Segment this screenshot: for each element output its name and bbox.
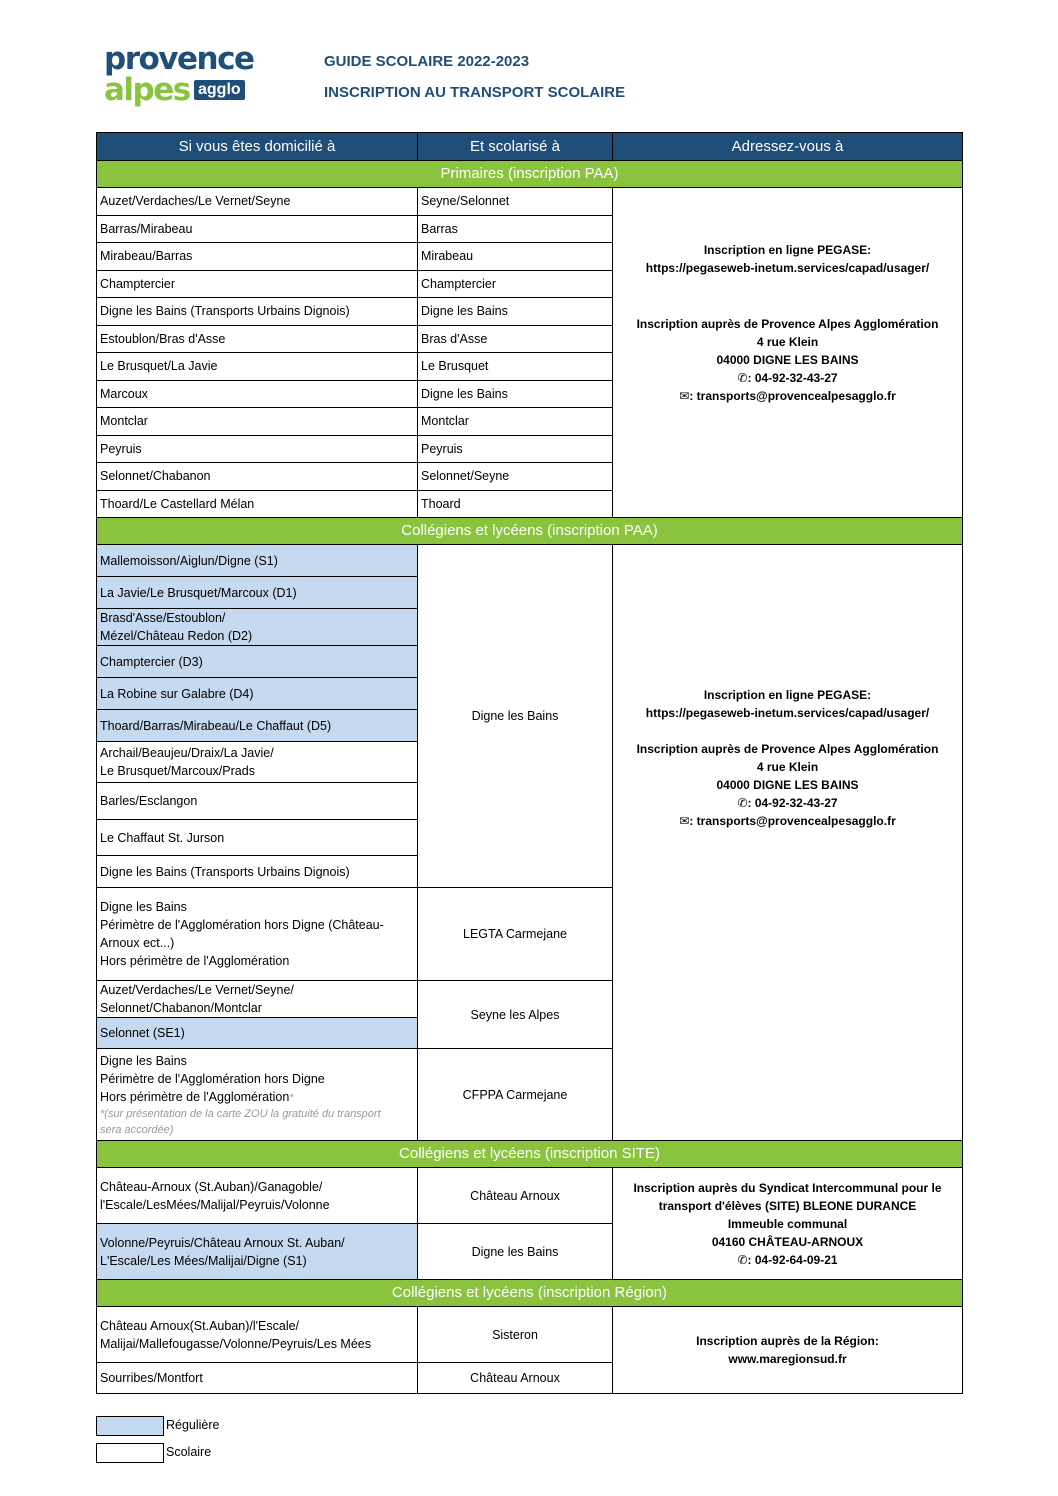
table-cell: Thoard/Le Castellard Mélan <box>97 490 418 518</box>
table-cell: Marcoux <box>97 380 418 408</box>
table-cell: Volonne/Peyruis/Château Arnoux St. Auban/ L'Escale/Les Mées/Malijai/Digne (S1) <box>97 1224 418 1280</box>
table-cell: Sisteron <box>418 1307 613 1363</box>
table-cell: Thoard <box>418 490 613 518</box>
page-title: GUIDE SCOLAIRE 2022-2023 <box>324 53 530 70</box>
logo-line1: provence <box>104 41 254 77</box>
legend-swatch-scolaire <box>96 1443 164 1463</box>
table-cell: Barras <box>418 215 613 243</box>
address-paa-primaires: Inscription en ligne PEGASE: https://pegaseweb-inetum.services/capad/usager/ Inscription auprès de Provence Alpes Agglomération 4 rue Klein 04000 DIGNE LES BAINS ✆: 04-92-32-43-27 ✉: transports@provencealpesagglo.fr <box>613 188 963 518</box>
table-cell: Archail/Beaujeu/Draix/La Javie/ Le Brusquet/Marcoux/Prads <box>97 742 418 783</box>
table-cell: Le Brusquet/La Javie <box>97 353 418 381</box>
table-cell: Digne les Bains Périmètre de l'Agglomération hors Digne (Château- Arnoux ect...) Hors périmètre de l'Agglomération <box>97 888 418 981</box>
legend-label-reguliere: Régulière <box>166 1418 220 1432</box>
section-primaires: Primaires (inscription PAA) <box>97 161 963 188</box>
transport-table <box>96 132 963 1394</box>
legend-label-scolaire: Scolaire <box>166 1445 212 1459</box>
section-colleges-region: Collégiens et lycéens (inscription Région) <box>97 1280 963 1307</box>
table-cell: Château Arnoux <box>418 1363 613 1394</box>
table-cell: Digne les Bains (Transports Urbains Dignois) <box>97 856 418 888</box>
table-cell: Seyne/Selonnet <box>418 188 613 216</box>
table-cell: Digne les Bains (Transports Urbains Dignois) <box>97 298 418 326</box>
section-colleges-paa: Collégiens et lycéens (inscription PAA) <box>97 518 963 545</box>
table-cell: Château-Arnoux (St.Auban)/Ganagoble/ l'Escale/LesMées/Malijal/Peyruis/Volonne <box>97 1168 418 1224</box>
table-cell: Mirabeau <box>418 243 613 271</box>
address-site: Inscription auprès du Syndicat Intercommunal pour le transport d'élèves (SITE) BLEONE DURANCE Immeuble communal 04160 CHÂTEAU-ARNOUX ✆: 04-92-64-09-21 <box>613 1168 963 1280</box>
table-cell: Barras/Mirabeau <box>97 215 418 243</box>
email-info: ✉: transports@provencealpesagglo.fr <box>679 388 896 403</box>
table-cell: Brasd'Asse/Estoublon/ Mézel/Château Redon (D2) <box>97 609 418 646</box>
col-header-scolarise: Et scolarisé à <box>418 133 613 161</box>
table-cell: Peyruis <box>97 435 418 463</box>
table-cell: Seyne les Alpes <box>418 981 613 1049</box>
logo-badge: agglo <box>194 80 245 100</box>
table-cell: Selonnet (SE1) <box>97 1018 418 1049</box>
section-colleges-site: Collégiens et lycéens (inscription SITE) <box>97 1141 963 1168</box>
logo <box>104 41 264 114</box>
legend-swatch-reguliere <box>96 1416 164 1436</box>
logo-line2: alpes <box>104 72 190 108</box>
table-cell: Digne les Bains <box>418 1224 613 1280</box>
phone-info: ✆: 04-92-32-43-27 <box>737 795 838 810</box>
table-cell: Digne les Bains Périmètre de l'Agglomération hors Digne Hors périmètre de l'Agglomération* *(sur présentation de la carte ZOU la gratuité du transport sera accordée) <box>97 1049 418 1141</box>
email-info: ✉: transports@provencealpesagglo.fr <box>679 813 896 828</box>
table-cell: Selonnet/Seyne <box>418 463 613 491</box>
table-cell: Mirabeau/Barras <box>97 243 418 271</box>
address-region: Inscription auprès de la Région: www.maregionsud.fr <box>613 1307 963 1394</box>
table-cell: Le Brusquet <box>418 353 613 381</box>
table-cell: Selonnet/Chabanon <box>97 463 418 491</box>
table-cell: Auzet/Verdaches/Le Vernet/Seyne <box>97 188 418 216</box>
table-cell: Digne les Bains <box>418 298 613 326</box>
table-cell: Sourribes/Montfort <box>97 1363 418 1394</box>
table-cell: Mallemoisson/Aiglun/Digne (S1) <box>97 545 418 577</box>
table-cell: Champtercier <box>418 270 613 298</box>
address-paa-colleges: Inscription en ligne PEGASE: https://pegaseweb-inetum.services/capad/usager/ Inscription auprès de Provence Alpes Agglomération 4 rue Klein 04000 DIGNE LES BAINS ✆: 04-92-32-43-27 ✉: transports@provencealpesagglo.fr <box>613 545 963 1141</box>
table-cell: Thoard/Barras/Mirabeau/Le Chaffaut (D5) <box>97 710 418 742</box>
table-cell: Auzet/Verdaches/Le Vernet/Seyne/ Selonnet/Chabanon/Montclar <box>97 981 418 1018</box>
table-cell: Digne les Bains <box>418 545 613 888</box>
table-cell: Champtercier (D3) <box>97 646 418 678</box>
table-cell: La Javie/Le Brusquet/Marcoux (D1) <box>97 577 418 609</box>
col-header-domicile: Si vous êtes domicilié à <box>97 133 418 161</box>
table-cell: Estoublon/Bras d'Asse <box>97 325 418 353</box>
table-cell: Champtercier <box>97 270 418 298</box>
phone-info: ✆: 04-92-64-09-21 <box>737 1252 838 1267</box>
table-cell: LEGTA Carmejane <box>418 888 613 981</box>
table-cell: Château Arnoux <box>418 1168 613 1224</box>
phone-info: ✆: 04-92-32-43-27 <box>737 370 838 385</box>
table-cell: CFPPA Carmejane <box>418 1049 613 1141</box>
table-cell: Château Arnoux(St.Auban)/l'Escale/ Malijai/Mallefougasse/Volonne/Peyruis/Les Mées <box>97 1307 418 1363</box>
table-cell: Digne les Bains <box>418 380 613 408</box>
table-cell: Barles/Esclangon <box>97 783 418 820</box>
col-header-adresse: Adressez-vous à <box>613 133 963 161</box>
page-subtitle: INSCRIPTION AU TRANSPORT SCOLAIRE <box>324 84 626 101</box>
table-cell: Montclar <box>97 408 418 436</box>
table-cell: Montclar <box>418 408 613 436</box>
table-cell: Peyruis <box>418 435 613 463</box>
table-cell: Le Chaffaut St. Jurson <box>97 820 418 856</box>
table-cell: La Robine sur Galabre (D4) <box>97 678 418 710</box>
table-cell: Bras d'Asse <box>418 325 613 353</box>
